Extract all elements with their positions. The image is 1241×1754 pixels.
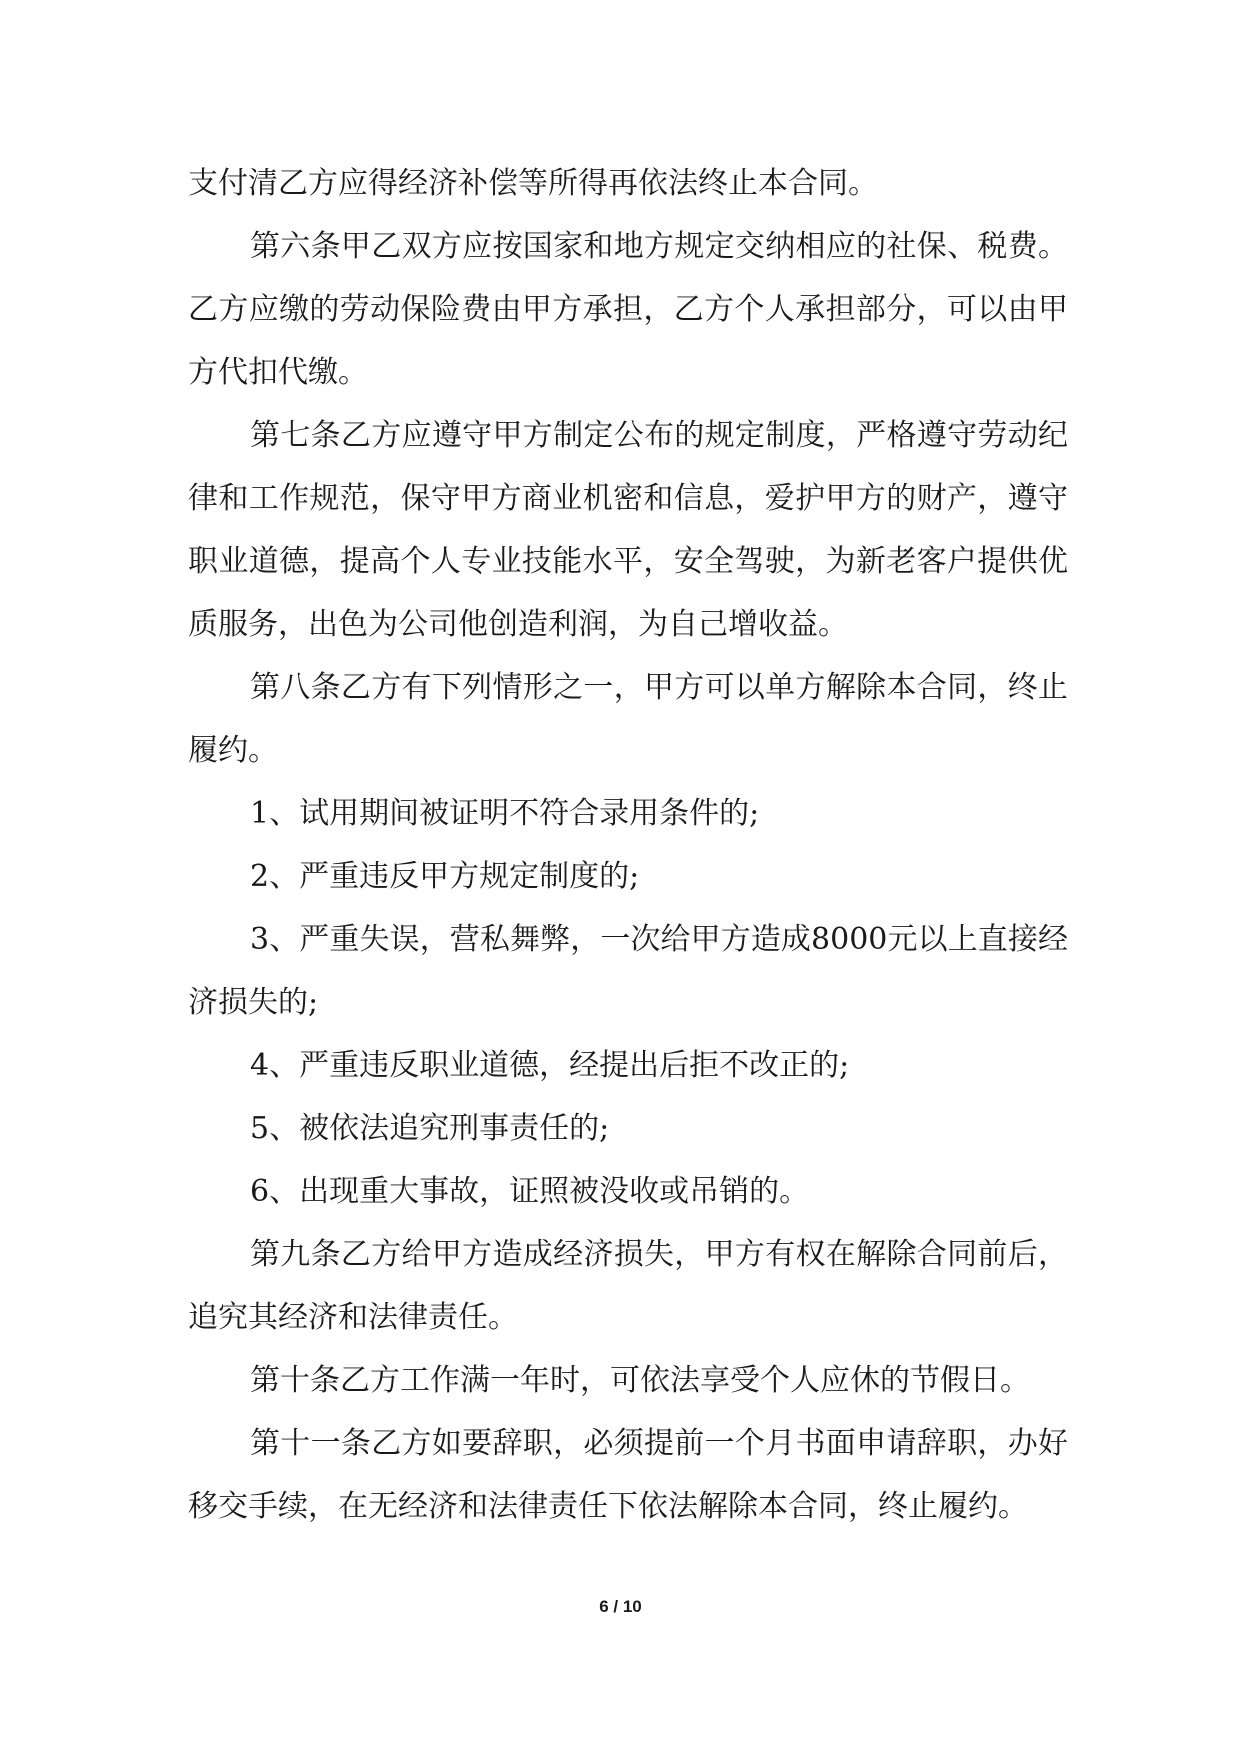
paragraph-article-7: 第七条乙方应遵守甲方制定公布的规定制度，严格遵守劳动纪律和工作规范，保守甲方商业机密和信息，爱护甲方的财产，遵守职业道德，提高个人专业技能水平，安全驾驶，为新老客户提供优质服务，出色为公司他创造利润，为自己增收益。 — [188, 418, 1068, 642]
paragraph-article-10: 第十条乙方工作满一年时，可依法享受个人应休的节假日。 — [250, 1363, 1030, 1398]
list-item-3: 3、严重失误，营私舞弊，一次给甲方造成8000元以上直接经济损失的; — [188, 922, 1068, 1020]
list-item-5: 5、被依法追究刑事责任的; — [250, 1111, 610, 1146]
list-item-6: 6、出现重大事故，证照被没收或吊销的。 — [250, 1174, 810, 1209]
page-number: 6 / 10 — [599, 1597, 642, 1616]
list-item-2: 2、严重违反甲方规定制度的; — [250, 859, 640, 894]
list-item-4: 4、严重违反职业道德，经提出后拒不改正的; — [250, 1048, 850, 1083]
paragraph-article-6: 第六条甲乙双方应按国家和地方规定交纳相应的社保、税费。乙方应缴的劳动保险费由甲方承担，乙方个人承担部分，可以由甲方代扣代缴。 — [188, 229, 1068, 390]
paragraph-article-8: 第八条乙方有下列情形之一，甲方可以单方解除本合同，终止履约。 — [188, 670, 1068, 768]
paragraph-article-11: 第十一条乙方如要辞职，必须提前一个月书面申请辞职，办好移交手续，在无经济和法律责任下依法解除本合同，终止履约。 — [188, 1426, 1068, 1524]
paragraph-continuation: 支付清乙方应得经济补偿等所得再依法终止本合同。 — [188, 166, 878, 201]
paragraph-article-9: 第九条乙方给甲方造成经济损失，甲方有权在解除合同前后，追究其经济和法律责任。 — [188, 1237, 1068, 1335]
document-body — [188, 152, 1068, 1538]
list-item-1: 1、试用期间被证明不符合录用条件的; — [250, 796, 760, 831]
